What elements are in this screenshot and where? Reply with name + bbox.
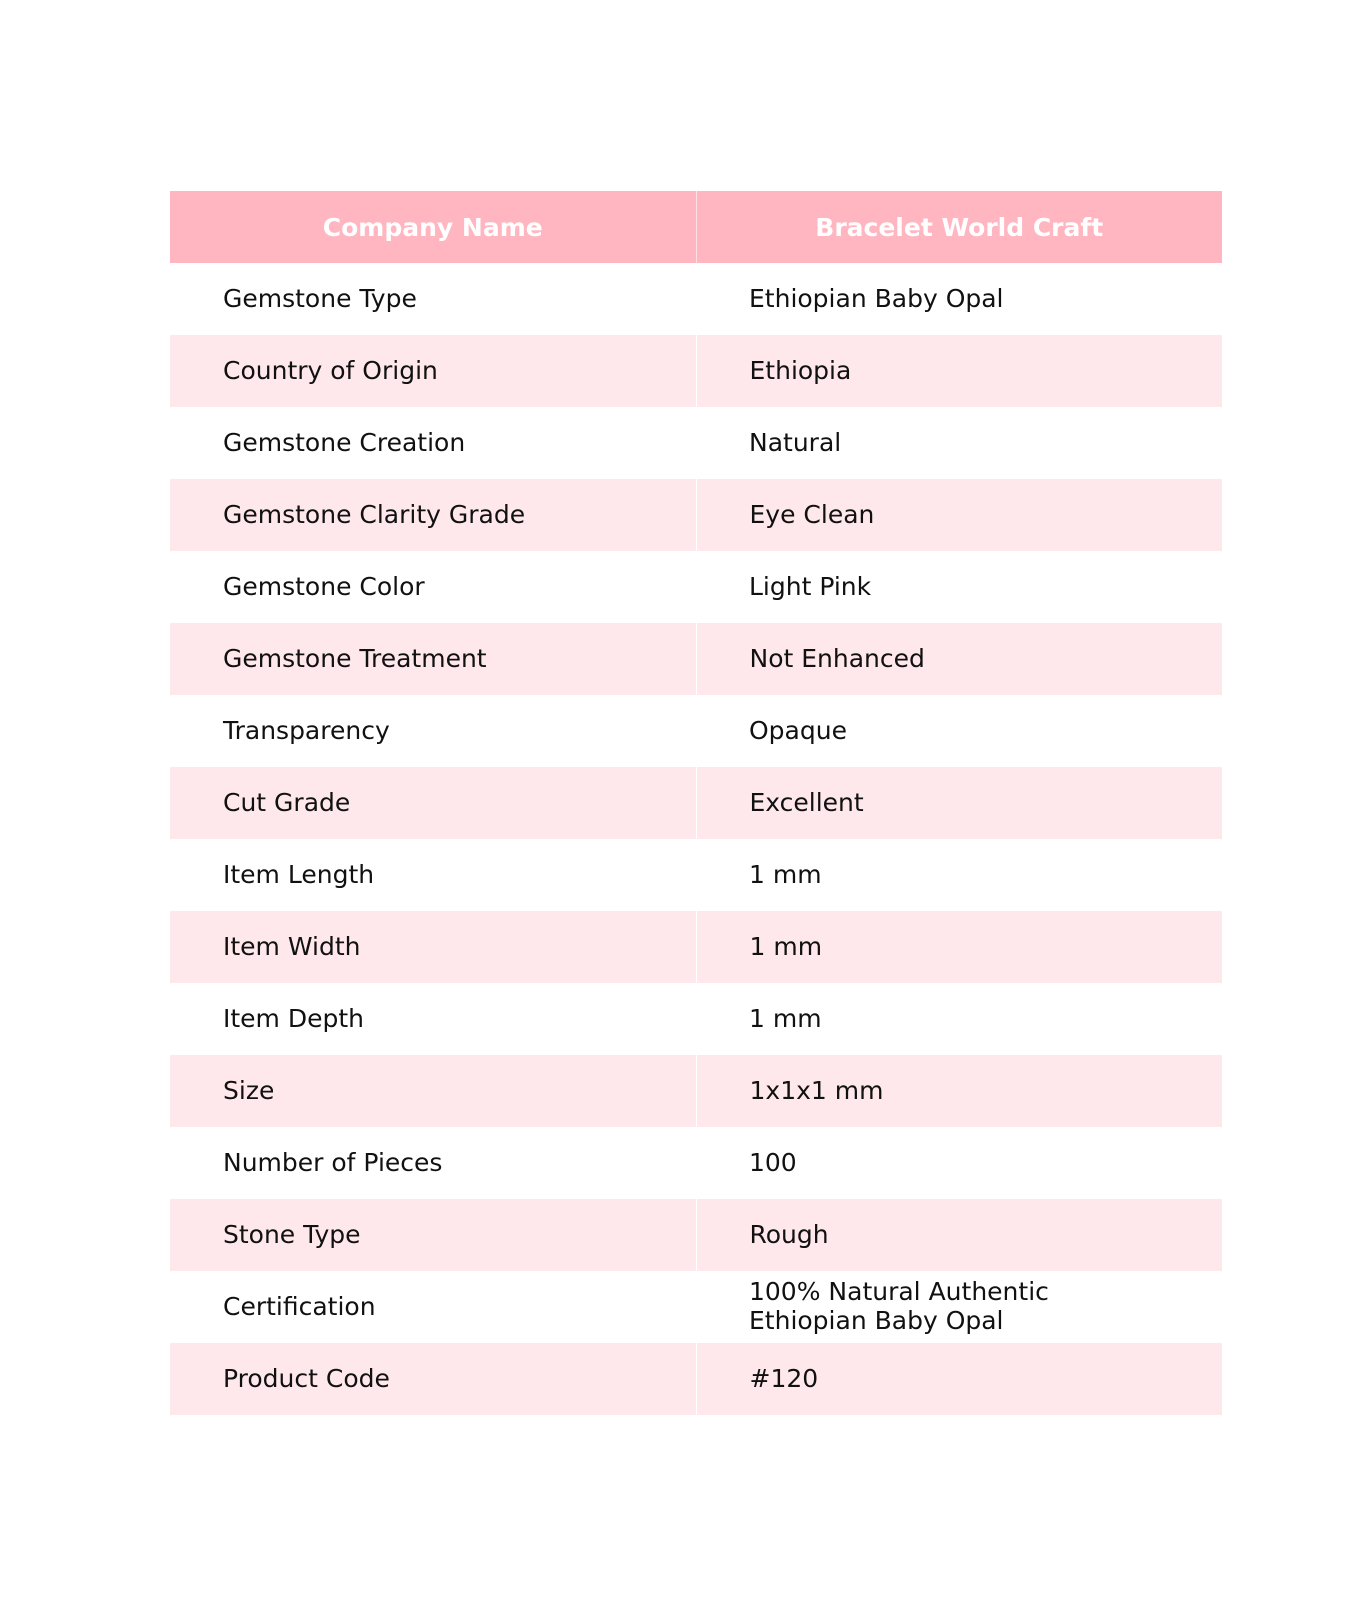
- row-label-cell: Cut Grade: [170, 767, 696, 839]
- row-value-cell: 1 mm: [696, 911, 1222, 983]
- row-value-cell: Not Enhanced: [696, 623, 1222, 695]
- header-label-cell: Company Name: [170, 191, 696, 263]
- table-row: [170, 479, 1222, 551]
- table-row: [170, 1055, 1222, 1127]
- row-label-cell: Transparency: [223, 715, 390, 745]
- row-value-cell: 1 mm: [749, 1003, 822, 1033]
- row-value-cell: Ethiopia: [696, 335, 1222, 407]
- row-label-cell: Item Width: [170, 911, 696, 983]
- table-row: [170, 839, 1222, 911]
- row-label-cell: Country of Origin: [170, 335, 696, 407]
- table-row: [170, 695, 1222, 767]
- row-label-cell: Gemstone Creation: [223, 427, 466, 457]
- row-value-cell: 1 mm: [749, 859, 822, 889]
- row-label-cell: Product Code: [170, 1343, 696, 1415]
- header-value-cell: Bracelet World Craft: [696, 191, 1222, 263]
- row-value-cell: Opaque: [749, 715, 847, 745]
- row-label-cell: Gemstone Color: [223, 571, 425, 601]
- row-value-cell: 100: [749, 1147, 797, 1177]
- row-value-cell: Light Pink: [749, 571, 872, 601]
- table-row: [170, 551, 1222, 623]
- table-row: [170, 1271, 1222, 1343]
- table-row: [170, 623, 1222, 695]
- row-value-cell: Eye Clean: [696, 479, 1222, 551]
- row-label-cell: Gemstone Clarity Grade: [170, 479, 696, 551]
- row-label-cell: Gemstone Type: [223, 283, 417, 313]
- row-label-cell: Number of Pieces: [223, 1147, 443, 1177]
- table-row: [170, 1127, 1222, 1199]
- row-value-cell: Excellent: [696, 767, 1222, 839]
- row-label-cell: Item Depth: [223, 1003, 365, 1033]
- row-value-cell: 100% Natural Authentic Ethiopian Baby Opal: [749, 1277, 1049, 1335]
- table-row: [170, 263, 1222, 335]
- row-label-cell: Size: [170, 1055, 696, 1127]
- row-value-cell: Natural: [749, 427, 842, 457]
- row-label-cell: Gemstone Treatment: [170, 623, 696, 695]
- row-label-cell: Stone Type: [170, 1199, 696, 1271]
- table-row: [170, 335, 1222, 407]
- table-row: [170, 1199, 1222, 1271]
- row-value-cell: 1x1x1 mm: [696, 1055, 1222, 1127]
- table-row: [170, 407, 1222, 479]
- row-value-cell: Ethiopian Baby Opal: [749, 283, 1004, 313]
- table-body: [170, 263, 1222, 1415]
- table-row: [170, 767, 1222, 839]
- table-header-row: [170, 191, 1222, 263]
- table-row: [170, 1343, 1222, 1415]
- specification-table: [170, 191, 1222, 1415]
- table-row: [170, 983, 1222, 1055]
- table-row: [170, 911, 1222, 983]
- row-label-cell: Certification: [223, 1291, 376, 1321]
- row-value-cell: #120: [696, 1343, 1222, 1415]
- row-label-cell: Item Length: [223, 859, 375, 889]
- row-value-cell: Rough: [696, 1199, 1222, 1271]
